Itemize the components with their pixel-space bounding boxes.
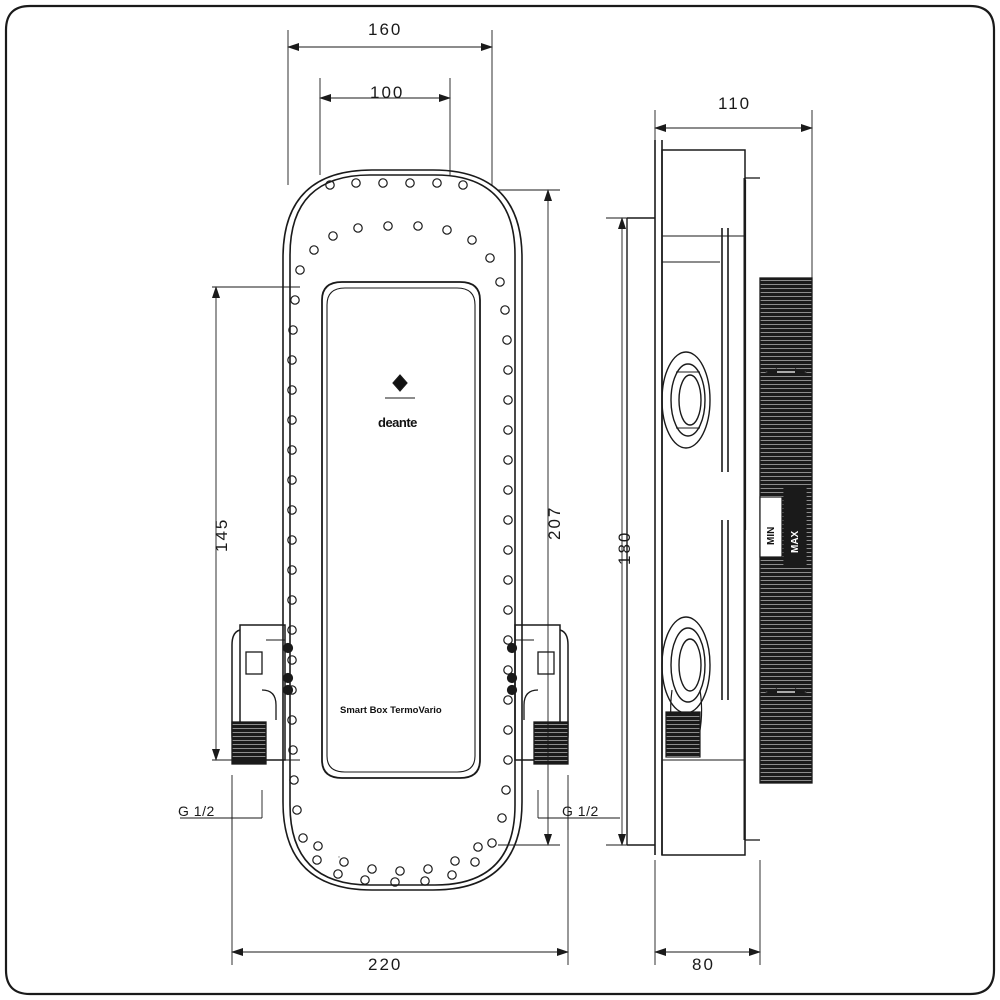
side-view-geometry [627, 140, 812, 855]
dimension-label-width-100: 100 [370, 83, 405, 102]
dimension-label-depth-80: 80 [692, 955, 715, 974]
dimension-label-height-145: 145 [212, 517, 231, 552]
thread-label-left: G 1/2 [178, 803, 215, 819]
max-marking-label: MAX [790, 530, 801, 553]
brand-logo-label: deante [378, 415, 417, 430]
thread-label-right: G 1/2 [562, 803, 599, 819]
min-marking-label: MIN [766, 526, 777, 545]
front-view-geometry [232, 170, 568, 890]
dimension-label-width-220: 220 [368, 955, 403, 974]
dimension-label-depth-110: 110 [718, 94, 752, 113]
product-name-label: Smart Box TermoVario [340, 705, 442, 716]
sheet-frame [6, 6, 994, 994]
dimension-label-height-180: 180 [615, 530, 634, 565]
dimension-label-height-207: 207 [545, 505, 564, 540]
dimension-label-width-160: 160 [368, 20, 403, 39]
